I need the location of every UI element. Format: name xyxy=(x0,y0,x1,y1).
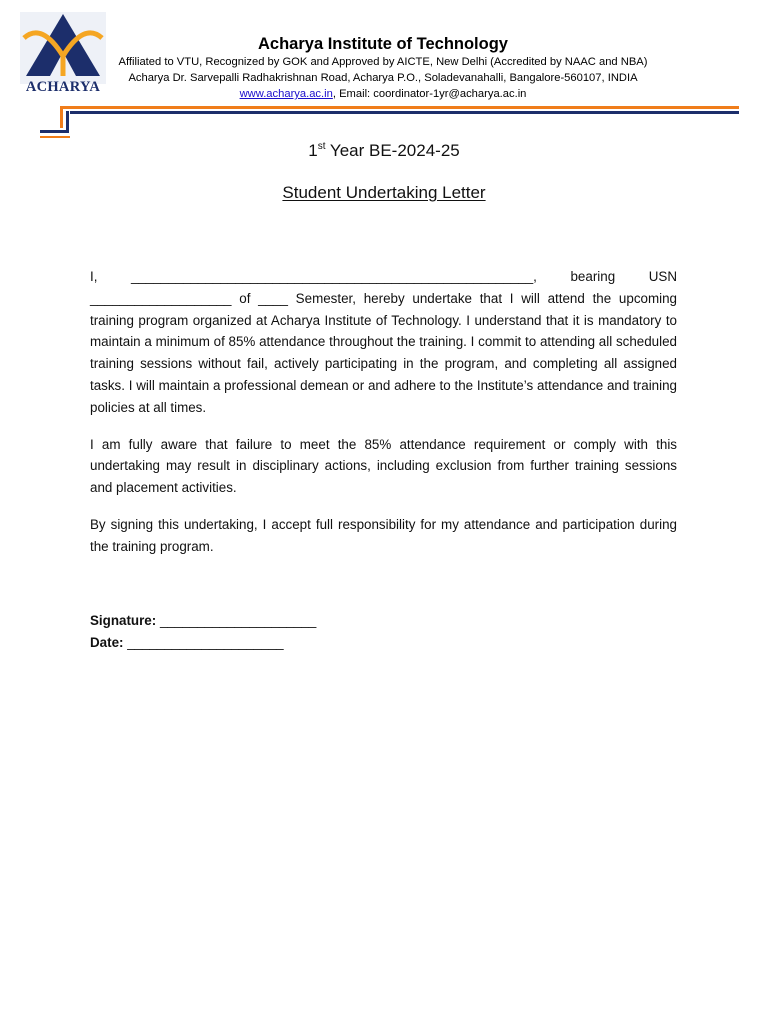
paragraph-undertaking: I, ______________________________________________________, bearing USN ___________________ of ____ Semester, hereby undertake that I will attend the upcoming training program organized at Acharya Institute of Technology. I understand that it is mandatory to maintain a minimum of 85% attendance throughout the training. I commit to attending all scheduled training sessions without fail, actively participating in the program, and completing all assigned tasks. I will maintain a professional demean or and adhere to the Institute’s attendance and training policies at all times. xyxy=(90,269,677,415)
signature-label: Signature: xyxy=(90,613,157,628)
header-rule-navy-foot xyxy=(40,130,69,133)
year-ordinal: st xyxy=(317,141,326,152)
header-rule-orange xyxy=(60,106,739,109)
institute-name: Acharya Institute of Technology xyxy=(258,35,508,53)
letter-body xyxy=(90,266,677,573)
logo-emblem-icon xyxy=(20,12,106,84)
website-link[interactable]: www.acharya.ac.in xyxy=(239,88,333,100)
academic-year-heading xyxy=(0,140,768,162)
letterhead xyxy=(110,34,656,102)
document-title: Student Undertaking Letter xyxy=(282,183,486,202)
paragraph-consequences: I am fully aware that failure to meet the 85% attendance requirement or comply with this undertaking may result in disciplinary actions, including exclusion from further training sessions and placement activities. xyxy=(90,436,677,496)
email-text: , Email: coordinator-1yr@acharya.ac.in xyxy=(332,88,527,100)
signature-line: _____________________ xyxy=(156,613,317,628)
institute-logo xyxy=(20,12,106,98)
contact-line xyxy=(110,86,656,102)
address-line: Acharya Dr. Sarvepalli Radhakrishnan Road, Acharya P.O., Soladevanahalli, Bangalore-560107, INDIA xyxy=(128,72,638,84)
header-rule-navy xyxy=(70,111,739,114)
logo-wordmark: ACHARYA xyxy=(25,79,101,95)
paragraph-acceptance: By signing this undertaking, I accept full responsibility for my attendance and participation during the training program. xyxy=(90,516,677,554)
signature-row xyxy=(90,610,316,632)
date-line: _____________________ xyxy=(123,635,284,650)
header-rule-orange-vertical xyxy=(60,106,63,128)
year-text: Year BE-2024-25 xyxy=(325,141,460,160)
date-row xyxy=(90,632,316,654)
signature-block xyxy=(90,610,316,654)
header-rule-orange-foot xyxy=(40,136,70,138)
affiliation-line: Affiliated to VTU, Recognized by GOK and Approved by AICTE, New Delhi (Accredited by NAAC and NBA) xyxy=(118,56,648,68)
year-number: 1 xyxy=(308,141,318,160)
date-label: Date: xyxy=(90,635,124,650)
